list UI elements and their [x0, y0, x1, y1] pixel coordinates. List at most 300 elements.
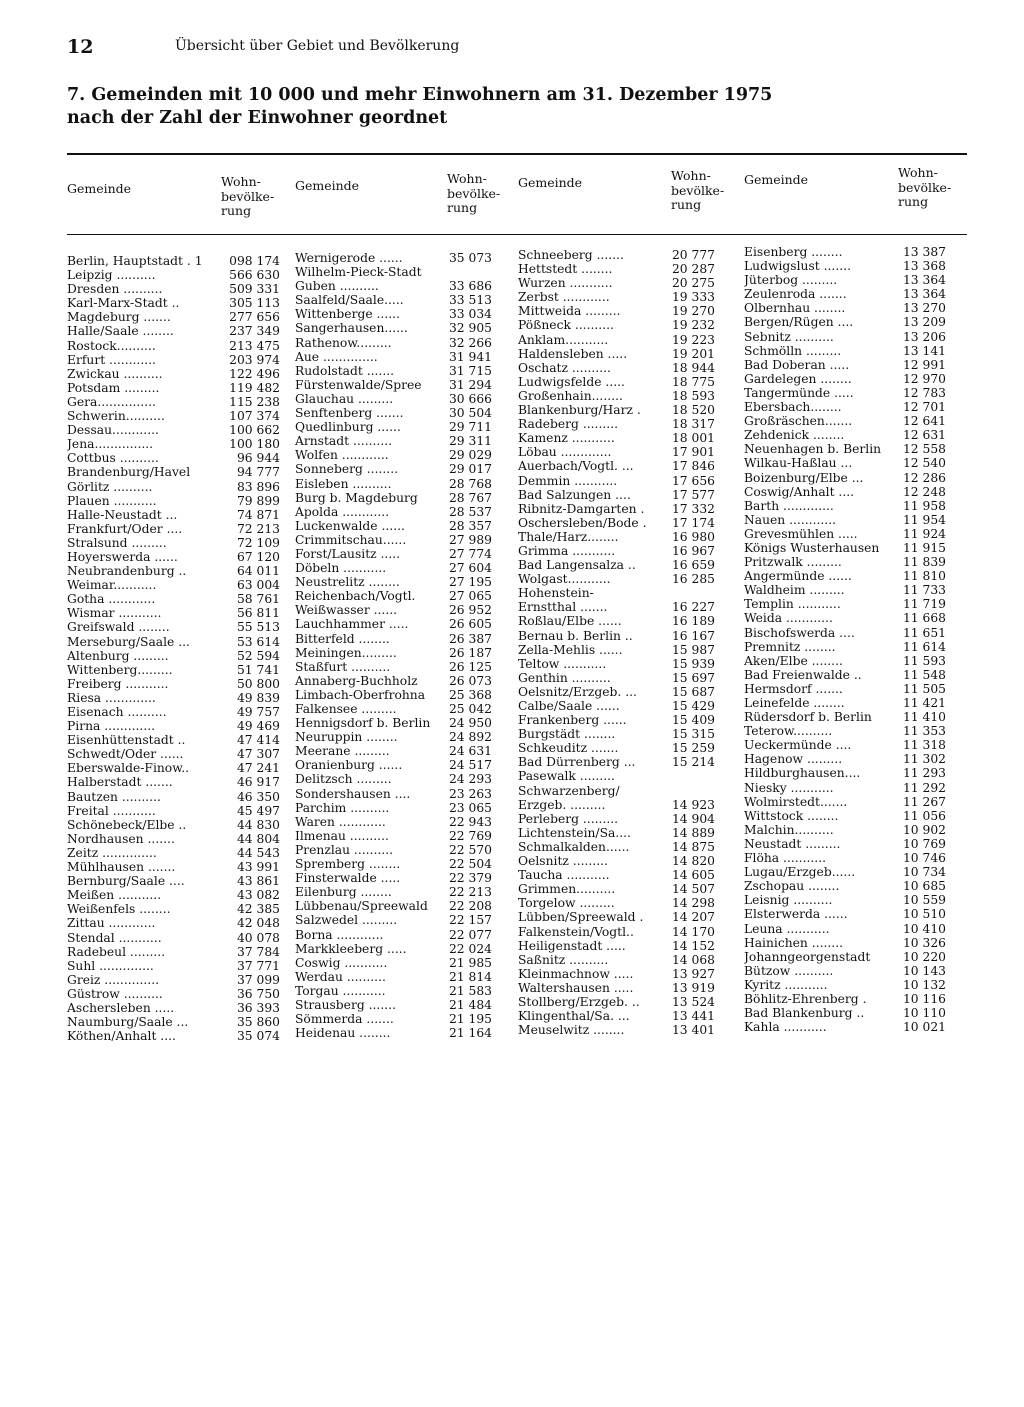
population-value: 27 195	[448, 575, 492, 590]
population-value: 21 164	[448, 1026, 492, 1041]
gemeinde-name: Bad Dürrenberg ...	[518, 755, 636, 770]
population-value: 13 524	[671, 994, 715, 1009]
gemeinde-name: Schwerin..........	[67, 409, 165, 424]
gemeinde-name: Ilmenau ..........	[295, 828, 389, 843]
table-row	[295, 434, 492, 448]
population-value: 49 469	[236, 719, 280, 734]
population-value: 33 686	[448, 279, 492, 294]
gemeinde-name: Bad Blankenburg ..	[744, 1006, 865, 1021]
table-row	[744, 583, 946, 597]
gemeinde-name: Bischofswerda ....	[744, 625, 855, 640]
table-row	[518, 967, 715, 981]
gemeinde-name: Hohenstein-	[518, 586, 594, 601]
population-value: 44 543	[236, 845, 280, 860]
population-value: 24 293	[448, 772, 492, 787]
gemeinde-name: Erzgeb. .........	[518, 797, 606, 812]
gemeinde-name: Auerbach/Vogtl. ...	[518, 459, 634, 474]
table-row	[295, 265, 492, 279]
gemeinde-name: Rostock..........	[67, 338, 156, 353]
gemeinde-name: Strausberg .......	[295, 997, 396, 1012]
population-value: 24 631	[448, 744, 492, 759]
population-value: 18 001	[671, 431, 715, 446]
table-row	[67, 846, 280, 860]
population-value: 37 771	[236, 958, 280, 973]
gemeinde-name: Burg b. Magdeburg	[295, 490, 418, 505]
table-row	[518, 896, 715, 910]
population-value: 11 733	[902, 583, 946, 598]
gemeinde-name: Kamenz ...........	[518, 431, 615, 446]
table-row	[67, 874, 280, 888]
running-head: Übersicht über Gebiet und Bevölkerung	[175, 38, 460, 54]
population-value: 26 073	[448, 673, 492, 688]
table-row	[67, 931, 280, 945]
table-row	[67, 353, 280, 367]
table-row	[67, 423, 280, 437]
population-value: 72 109	[236, 535, 280, 550]
table-row	[67, 649, 280, 663]
population-value: 43 082	[236, 888, 280, 903]
gemeinde-name: Kleinmachnow .....	[518, 966, 634, 981]
table-row	[744, 823, 946, 837]
population-value: 20 275	[671, 276, 715, 291]
gemeinde-name: Freiberg ...........	[67, 676, 169, 691]
gemeinde-name: Stralsund .........	[67, 535, 167, 550]
population-value: 26 187	[448, 645, 492, 660]
population-value: 67 120	[236, 549, 280, 564]
table-row	[295, 617, 492, 631]
gemeinde-name: Oschatz ..........	[518, 360, 611, 375]
gemeinde-name: Nauen ............	[744, 512, 837, 527]
table-row	[518, 586, 715, 600]
gemeinde-name: Karl-Marx-Stadt ..	[67, 296, 180, 311]
table-row	[67, 409, 280, 423]
gemeinde-name: Wolmirstedt.......	[744, 794, 848, 809]
gemeinde-name: Limbach-Oberfrohna	[295, 687, 426, 702]
table-row	[744, 273, 946, 287]
population-value: 13 927	[671, 966, 715, 981]
table-row	[518, 361, 715, 375]
gemeinde-name: Magdeburg .......	[67, 310, 171, 325]
population-value: 30 504	[448, 406, 492, 421]
gemeinde-name: Reichenbach/Vogtl.	[295, 589, 416, 604]
population-value: 100 662	[229, 423, 280, 438]
table-row	[744, 851, 946, 865]
table-row	[295, 378, 492, 392]
population-value: 10 326	[902, 935, 946, 950]
gemeinde-name: Meiningen.........	[295, 645, 397, 660]
table-row	[518, 925, 715, 939]
population-value: 10 220	[902, 949, 946, 964]
gemeinde-name: Johanngeorgenstadt	[744, 949, 871, 964]
table-row	[67, 465, 280, 479]
population-value: 13 364	[902, 273, 946, 288]
population-value: 29 311	[448, 434, 492, 449]
table-row	[518, 939, 715, 953]
gemeinde-name: Riesa .............	[67, 690, 156, 705]
gemeinde-name: Bautzen ..........	[67, 789, 161, 804]
population-value: 52 594	[236, 648, 280, 663]
header-gemeinde: Gemeinde	[518, 175, 583, 190]
table-row	[67, 719, 280, 733]
table-row	[67, 536, 280, 550]
gemeinde-name: Königs Wusterhausen	[744, 540, 880, 555]
gemeinde-name: Meerane .........	[295, 744, 390, 759]
gemeinde-name: Naumburg/Saale ...	[67, 1015, 189, 1030]
table-row	[518, 318, 715, 332]
table-row	[518, 868, 715, 882]
table-row	[295, 942, 492, 956]
table-row	[518, 741, 715, 755]
gemeinde-name: Ueckermünde ....	[744, 738, 852, 753]
population-value: 10 116	[902, 991, 946, 1006]
gemeinde-name: Rudolstadt .......	[295, 363, 395, 378]
population-value: 11 719	[902, 597, 946, 612]
population-value: 79 899	[236, 493, 280, 508]
population-value: 22 769	[448, 828, 492, 843]
gemeinde-name: Sonneberg ........	[295, 462, 399, 477]
population-value: 53 614	[236, 634, 280, 649]
gemeinde-name: Brandenburg/Havel	[67, 465, 191, 480]
table-row	[295, 462, 492, 476]
gemeinde-name: Anklam...........	[518, 332, 609, 347]
population-value: 14 923	[671, 797, 715, 812]
gemeinde-name: Angermünde ......	[744, 569, 852, 584]
table-row	[295, 758, 492, 772]
table-row	[744, 865, 946, 879]
table-row	[67, 635, 280, 649]
gemeinde-name: Bützow ..........	[744, 963, 834, 978]
gemeinde-name: Eisenach ..........	[67, 705, 167, 719]
gemeinde-name: Jena...............	[67, 437, 154, 452]
table-row	[518, 516, 715, 530]
population-value: 20 287	[671, 262, 715, 277]
table-row	[744, 1006, 946, 1020]
population-value: 12 558	[902, 442, 946, 457]
table-row	[295, 885, 492, 899]
gemeinde-name: Flöha ...........	[744, 851, 827, 866]
gemeinde-name: Köthen/Anhalt ....	[67, 1029, 176, 1044]
gemeinde-name: Oranienburg ......	[295, 758, 403, 773]
table-row	[67, 620, 280, 634]
table-row	[744, 992, 946, 1006]
table-row	[744, 781, 946, 795]
population-value: 14 170	[671, 924, 715, 939]
table-row	[295, 406, 492, 420]
gemeinde-name: Grimma ...........	[518, 543, 616, 558]
table-row	[67, 916, 280, 930]
population-value: 83 896	[236, 479, 280, 494]
table-row	[295, 477, 492, 491]
population-value: 14 507	[671, 882, 715, 897]
population-value: 23 065	[448, 800, 492, 815]
population-value: 18 775	[671, 374, 715, 389]
population-value: 12 540	[902, 456, 946, 471]
table-row	[744, 527, 946, 541]
gemeinde-name: Eisenhüttenstadt ..	[67, 733, 186, 748]
gemeinde-name: Coswig/Anhalt ....	[744, 484, 855, 499]
table-row	[67, 282, 280, 296]
table-row	[518, 840, 715, 854]
table-row	[67, 437, 280, 451]
gemeinde-name: Barth .............	[744, 498, 834, 513]
gemeinde-name: Meuselwitz ........	[518, 1023, 625, 1038]
gemeinde-name: Calbe/Saale ......	[518, 699, 620, 713]
table-row	[67, 254, 280, 268]
population-value: 19 333	[671, 290, 715, 305]
gemeinde-name: Schneeberg .......	[518, 248, 624, 262]
gemeinde-name: Cottbus ..........	[67, 451, 159, 466]
gemeinde-name: Stendal ...........	[67, 930, 162, 945]
population-value: 16 227	[671, 600, 715, 615]
table-row	[744, 611, 946, 625]
table-row	[518, 276, 715, 290]
population-value: 12 631	[902, 428, 946, 443]
gemeinde-name: Aken/Elbe ........	[744, 653, 843, 668]
table-row	[295, 871, 492, 885]
population-value: 19 232	[671, 318, 715, 333]
population-value: 26 605	[448, 617, 492, 632]
table-row	[518, 713, 715, 727]
gemeinde-name: Thale/Harz........	[518, 529, 619, 544]
table-row	[518, 812, 715, 826]
population-value: 11 954	[902, 512, 946, 527]
population-value: 18 944	[671, 360, 715, 375]
population-value: 14 605	[671, 868, 715, 883]
population-value: 44 830	[236, 817, 280, 832]
header-gemeinde: Gemeinde	[295, 178, 360, 193]
table-row	[518, 502, 715, 516]
gemeinde-name: Bergen/Rügen ....	[744, 315, 854, 330]
gemeinde-name: Weimar...........	[67, 578, 157, 593]
gemeinde-name: Markkleeberg .....	[295, 941, 407, 956]
population-value: 10 734	[902, 865, 946, 880]
table-row	[295, 913, 492, 927]
table-row	[518, 544, 715, 558]
table-row	[67, 339, 280, 353]
population-value: 13 387	[902, 245, 946, 259]
table-column-2	[295, 150, 501, 1041]
table-row	[67, 761, 280, 775]
population-value: 15 939	[671, 656, 715, 671]
population-value: 16 167	[671, 628, 715, 643]
table-row	[67, 987, 280, 1001]
table-row	[295, 970, 492, 984]
population-value: 27 604	[448, 561, 492, 576]
gemeinde-name: Heiligenstadt .....	[518, 938, 626, 953]
population-value: 27 065	[448, 589, 492, 604]
population-value: 21 195	[448, 1012, 492, 1027]
table-row	[518, 375, 715, 389]
population-value: 20 777	[671, 248, 715, 262]
table-row	[744, 682, 946, 696]
gemeinde-name: Wittenberge ......	[295, 307, 400, 322]
population-value: 22 504	[448, 857, 492, 872]
table-row	[744, 456, 946, 470]
table-row	[67, 606, 280, 620]
population-value: 58 761	[236, 592, 280, 607]
population-value: 94 777	[236, 465, 280, 480]
table-row	[518, 333, 715, 347]
gemeinde-name: Boizenburg/Elbe ...	[744, 470, 864, 485]
population-value: 32 905	[448, 321, 492, 336]
table-row	[67, 818, 280, 832]
population-value: 13 270	[902, 301, 946, 316]
gemeinde-name: Schwedt/Oder ......	[67, 747, 184, 762]
population-value: 11 410	[902, 710, 946, 725]
table-title-line-1: 7. Gemeinden mit 10 000 und mehr Einwohnern am 31. Dezember 1975	[67, 85, 773, 105]
table-row	[295, 702, 492, 716]
population-value: 74 871	[236, 507, 280, 522]
gemeinde-name: Zeulenroda .......	[744, 287, 847, 302]
gemeinde-name: Mühlhausen .......	[67, 860, 176, 875]
gemeinde-name: Oschersleben/Bode .	[518, 515, 647, 530]
gemeinde-name: Torgelow .........	[518, 896, 615, 911]
gemeinde-name: Torgau ...........	[295, 983, 386, 998]
population-value: 16 967	[671, 543, 715, 558]
table-row	[295, 293, 492, 307]
table-row	[67, 395, 280, 409]
gemeinde-name: Annaberg-Buchholz	[295, 673, 418, 688]
table-row	[518, 826, 715, 840]
table-row	[295, 716, 492, 730]
population-value: 31 941	[448, 349, 492, 364]
population-value: 119 482	[229, 380, 280, 395]
population-value: 35 073	[448, 251, 492, 265]
gemeinde-name: Leuna ...........	[744, 921, 830, 936]
column-header	[518, 147, 725, 215]
gemeinde-name: Bitterfeld ........	[295, 631, 390, 646]
table-row	[67, 310, 280, 324]
header-gemeinde: Gemeinde	[67, 181, 132, 196]
population-value: 35 074	[236, 1029, 280, 1044]
population-value: 28 768	[448, 476, 492, 491]
table-row	[744, 950, 946, 964]
population-value: 26 952	[448, 603, 492, 618]
gemeinde-name: Freital ...........	[67, 803, 156, 818]
table-row	[67, 268, 280, 282]
population-value: 46 917	[236, 775, 280, 790]
page-number: 12	[67, 36, 94, 58]
population-value: 10 559	[902, 893, 946, 908]
gemeinde-name: Saalfeld/Saale.....	[295, 293, 404, 308]
table-row	[67, 1029, 280, 1043]
gemeinde-name: Grevesmühlen .....	[744, 526, 858, 541]
gemeinde-name: Sebnitz ..........	[744, 329, 834, 344]
table-row	[518, 304, 715, 318]
table-row	[744, 301, 946, 315]
table-row	[67, 902, 280, 916]
gemeinde-name: Lichtenstein/Sa....	[518, 825, 631, 840]
gemeinde-name: Aue ..............	[295, 349, 378, 364]
population-value: 11 915	[902, 540, 946, 555]
table-row	[518, 854, 715, 868]
population-value: 10 746	[902, 851, 946, 866]
gemeinde-name: Pirna .............	[67, 719, 156, 734]
population-value: 10 769	[902, 836, 946, 851]
gemeinde-name: Crimmitschau......	[295, 532, 407, 547]
gemeinde-name: Zwickau ..........	[67, 366, 163, 381]
population-value: 72 213	[236, 521, 280, 536]
gemeinde-name: Nordhausen .......	[67, 831, 175, 846]
table-row	[744, 837, 946, 851]
population-value: 15 429	[671, 699, 715, 713]
population-value: 37 784	[236, 944, 280, 959]
table-row	[67, 494, 280, 508]
gemeinde-name: Neustrelitz ........	[295, 575, 400, 590]
table-row	[744, 654, 946, 668]
gemeinde-name: Saßnitz ..........	[518, 952, 609, 967]
gemeinde-name: Hettstedt ........	[518, 262, 613, 277]
gemeinde-name: Oelsnitz/Erzgeb. ...	[518, 684, 637, 699]
population-value: 16 659	[671, 558, 715, 573]
table-row	[67, 578, 280, 592]
gemeinde-name: Suhl ..............	[67, 958, 154, 973]
table-row	[295, 772, 492, 786]
table-row	[295, 688, 492, 702]
table-row	[295, 603, 492, 617]
table-row	[67, 451, 280, 465]
gemeinde-name: Teltow ...........	[518, 656, 607, 671]
gemeinde-name: Rathenow.........	[295, 335, 392, 350]
gemeinde-name: Wolfen ............	[295, 448, 389, 463]
table-row	[744, 752, 946, 766]
population-value: 11 267	[902, 794, 946, 809]
gemeinde-name: Halberstadt .......	[67, 775, 173, 790]
gemeinde-name: Mittweida .........	[518, 304, 621, 319]
population-value: 37 099	[236, 972, 280, 987]
population-value: 22 208	[448, 899, 492, 914]
table-row	[295, 1012, 492, 1026]
table-row	[67, 1015, 280, 1029]
gemeinde-name: Hildburghausen....	[744, 766, 861, 781]
population-value: 277 656	[229, 310, 280, 325]
gemeinde-name: Arnstadt ..........	[295, 434, 393, 449]
gemeinde-name: Görlitz ..........	[67, 479, 153, 494]
table-row	[518, 558, 715, 572]
gemeinde-name: Zehdenick ........	[744, 428, 845, 443]
gemeinde-name: Apolda ............	[295, 504, 390, 519]
gemeinde-name: Böhlitz-Ehrenberg .	[744, 991, 867, 1006]
population-value: 23 263	[448, 786, 492, 801]
table-row	[295, 251, 492, 265]
population-value: 22 213	[448, 885, 492, 900]
table-row	[518, 248, 715, 262]
population-value: 11 614	[902, 639, 946, 654]
population-value: 237 349	[229, 324, 280, 339]
gemeinde-name: Ludwigslust .......	[744, 259, 851, 274]
population-value: 17 577	[671, 487, 715, 502]
table-row	[67, 804, 280, 818]
population-value: 14 875	[671, 839, 715, 854]
gemeinde-name: Lugau/Erzgeb......	[744, 865, 856, 880]
population-value: 16 980	[671, 529, 715, 544]
gemeinde-name: Heidenau ........	[295, 1026, 391, 1041]
table-row	[744, 245, 946, 259]
table-row	[67, 508, 280, 522]
table-row	[67, 705, 280, 719]
population-value: 15 987	[671, 642, 715, 657]
gemeinde-name: Gotha ............	[67, 592, 156, 607]
population-value: 18 520	[671, 403, 715, 418]
table-row	[295, 364, 492, 378]
population-value: 11 293	[902, 766, 946, 781]
table-row	[67, 550, 280, 564]
table-row	[744, 386, 946, 400]
population-value: 28 767	[448, 490, 492, 505]
gemeinde-name: Coswig ...........	[295, 955, 388, 970]
gemeinde-name: Zerbst ............	[518, 290, 610, 305]
gemeinde-name: Waltershausen .....	[518, 980, 634, 995]
